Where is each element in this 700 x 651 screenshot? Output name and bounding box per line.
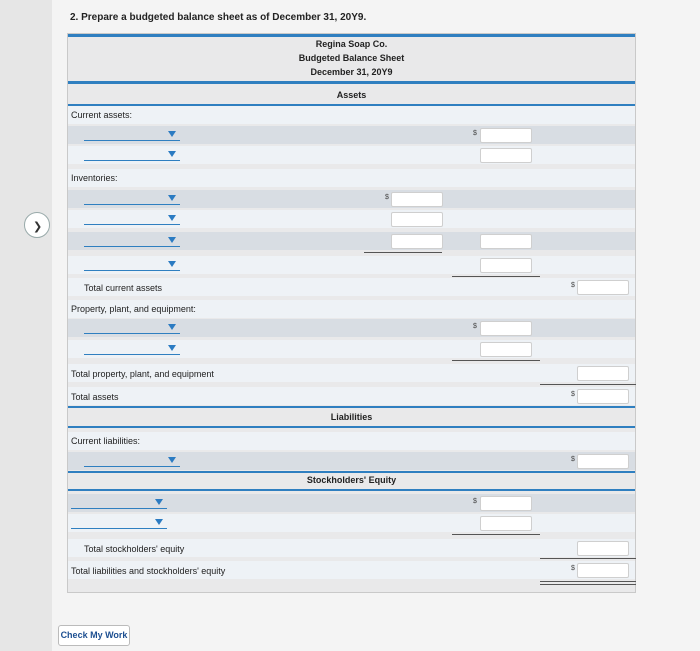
subtotal-underline: [364, 252, 442, 253]
expand-button[interactable]: [24, 212, 50, 238]
total-liabilities-equity-row: [68, 561, 635, 579]
table-row: [68, 494, 635, 512]
total-ppe-amount[interactable]: [577, 366, 629, 381]
header-divider: [68, 81, 635, 84]
total-current-assets-amount[interactable]: [577, 280, 629, 295]
chevron-down-icon: [168, 345, 176, 351]
subtotal-underline: [540, 384, 636, 385]
currency-symbol: $: [571, 565, 575, 572]
equity-dropdown-1[interactable]: [71, 497, 167, 509]
current-asset-dropdown-1[interactable]: [84, 129, 180, 141]
currency-symbol: $: [571, 391, 575, 398]
equity-heading: Stockholders' Equity: [306, 475, 397, 485]
current-liabilities-label: Current liabilities:: [71, 436, 141, 446]
subtotal-underline: [540, 558, 636, 559]
total-assets-row: [68, 387, 635, 405]
inventories-row: [68, 169, 635, 187]
chevron-down-icon: [168, 215, 176, 221]
total-assets-amount[interactable]: [577, 389, 629, 404]
table-row: [68, 452, 635, 470]
table-row: [68, 146, 635, 164]
inventory-dropdown-1[interactable]: [84, 193, 180, 205]
subtotal-underline: [452, 360, 540, 361]
inventory-amount-1[interactable]: [391, 192, 443, 207]
table-row: [68, 126, 635, 144]
ppe-dropdown-1[interactable]: [84, 322, 180, 334]
total-current-assets-row: [68, 278, 635, 296]
header-top-band: [68, 34, 635, 37]
currency-symbol: $: [571, 456, 575, 463]
current-assets-label: Current assets:: [71, 110, 133, 120]
sheet-title: Budgeted Balance Sheet: [298, 53, 405, 63]
table-row: [68, 256, 635, 274]
current-asset-amount-1[interactable]: [480, 128, 532, 143]
currency-symbol: $: [385, 194, 389, 201]
liabilities-heading: Liabilities: [330, 412, 373, 422]
double-underline: [540, 584, 636, 585]
total-assets-label: Total assets: [71, 392, 119, 402]
check-my-work-button[interactable]: Check My Work: [58, 625, 130, 646]
chevron-down-icon: [168, 195, 176, 201]
chevron-down-icon: [155, 519, 163, 525]
inventory-total-amount[interactable]: [480, 234, 532, 249]
current-liabilities-row: [68, 432, 635, 450]
balance-sheet-form: [67, 33, 636, 593]
double-underline: [540, 581, 636, 582]
current-asset-dropdown-2[interactable]: [84, 149, 180, 161]
total-liabilities-equity-amount[interactable]: [577, 563, 629, 578]
table-row: [68, 340, 635, 358]
table-row: [68, 232, 635, 250]
table-row: [68, 210, 635, 228]
company-name: Regina Soap Co.: [315, 39, 388, 49]
total-ppe-label: Total property, plant, and equipment: [71, 369, 214, 379]
question-text: 2. Prepare a budgeted balance sheet as of December 31, 20Y9.: [70, 12, 367, 23]
currency-symbol: $: [473, 498, 477, 505]
inventories-label: Inventories:: [71, 173, 118, 183]
equity-amount-1[interactable]: [480, 496, 532, 511]
liability-dropdown-1[interactable]: [84, 455, 180, 467]
liabilities-divider-bottom: [68, 426, 635, 428]
chevron-down-icon: [155, 499, 163, 505]
currency-symbol: $: [473, 130, 477, 137]
total-equity-amount[interactable]: [577, 541, 629, 556]
assets-heading: Assets: [336, 90, 367, 100]
ppe-amount-2[interactable]: [480, 342, 532, 357]
total-current-assets-label: Total current assets: [84, 283, 163, 293]
table-row: [68, 190, 635, 208]
inventory-dropdown-4[interactable]: [84, 259, 180, 271]
currency-symbol: $: [571, 282, 575, 289]
chevron-down-icon: [168, 324, 176, 330]
total-equity-row: [68, 539, 635, 557]
sheet-date: December 31, 20Y9: [310, 67, 393, 77]
current-asset-amount-2[interactable]: [480, 148, 532, 163]
currency-symbol: $: [473, 323, 477, 330]
current-assets-row: [68, 106, 635, 124]
equity-divider-top: [68, 471, 635, 473]
liabilities-divider-top: [68, 406, 635, 408]
ppe-row: [68, 300, 635, 318]
table-row: [68, 319, 635, 337]
chevron-down-icon: [168, 237, 176, 243]
inventory-amount-3[interactable]: [391, 234, 443, 249]
inventory-dropdown-3[interactable]: [84, 235, 180, 247]
equity-divider-bottom: [68, 489, 635, 491]
inventory-amount-2[interactable]: [391, 212, 443, 227]
inventory-dropdown-2[interactable]: [84, 213, 180, 225]
chevron-down-icon: [168, 457, 176, 463]
subtotal-underline: [452, 534, 540, 535]
ppe-dropdown-2[interactable]: [84, 343, 180, 355]
total-ppe-row: [68, 364, 635, 382]
liability-amount-1[interactable]: [577, 454, 629, 469]
total-liabilities-equity-label: Total liabilities and stockholders' equity: [71, 566, 226, 576]
total-equity-label: Total stockholders' equity: [84, 544, 185, 554]
equity-dropdown-2[interactable]: [71, 517, 167, 529]
ppe-label: Property, plant, and equipment:: [71, 304, 196, 314]
chevron-down-icon: [168, 151, 176, 157]
chevron-down-icon: [168, 131, 176, 137]
subtotal-underline: [452, 276, 540, 277]
inventory-subtotal-amount[interactable]: [480, 258, 532, 273]
chevron-right-icon: ❯: [33, 220, 43, 233]
chevron-down-icon: [168, 261, 176, 267]
equity-amount-2[interactable]: [480, 516, 532, 531]
table-row: [68, 514, 635, 532]
ppe-amount-1[interactable]: [480, 321, 532, 336]
